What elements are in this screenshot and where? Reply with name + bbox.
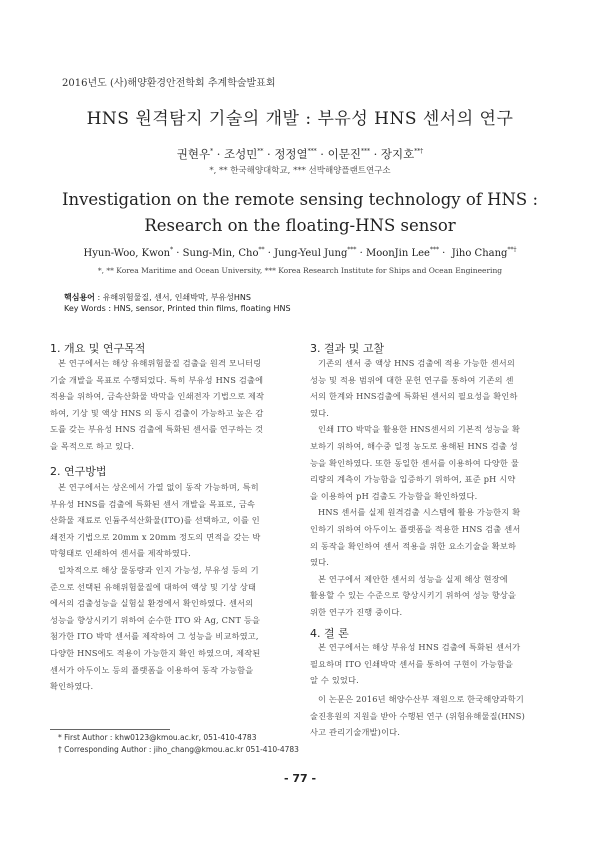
text-line: 확인하였다.	[50, 681, 94, 692]
conference-header: 2016년도 (사)해양환경안전학회 추계학술발표회	[62, 78, 276, 89]
section-2-heading: 2. 연구방법	[50, 465, 107, 478]
section-3-heading: 3. 결과 및 고찰	[310, 342, 385, 355]
keywords-ko-label: 핵심용어	[64, 293, 95, 302]
text-line: 필요하며 ITO 인쇄박막 센서를 통하여 구현이 가능함을	[310, 658, 514, 669]
author-en-5: Jiho Chang**†	[451, 246, 517, 259]
author-ko-4: 이문진***	[327, 147, 370, 161]
text-line: 보하기 위하여, 해수중 일정 농도로 용해된 HNS 검출 성	[310, 440, 518, 451]
title-korean: HNS 원격탐지 기술의 개발 : 부유성 HNS 센서의 연구	[86, 109, 514, 129]
author-en-3: Jung-Yeul Jung***	[274, 246, 357, 259]
text-line: 을 이용하여 pH 검출도 가능함을 확인하였다.	[310, 490, 478, 501]
author-ko-1: 권현우*	[176, 147, 214, 161]
authors-korean: 권현우* · 조성민** · 정정열*** · 이문진*** · 장지호**†	[176, 147, 424, 161]
acknowledgement	[310, 691, 560, 741]
text-line: 리량의 계측이 가능함을 입증하기 위하여, 표준 pH 시약	[310, 474, 516, 485]
text-line: 적용을 위하여, 금속산화물 박막을 인쇄전자 기법으로 제작	[50, 391, 265, 402]
text-line: 활용할 수 있는 수준으로 향상시키기 위하여 성능 향상을	[310, 590, 517, 601]
text-line: 기존의 센서 중 액상 HNS 검출에 적용 가능한 센서의	[318, 358, 516, 368]
footnote-corresponding-author: † Corresponding Author : jiho_chang@kmou.ac.kr 051-410-4783	[58, 745, 299, 754]
author-ko-3: 정정열***	[274, 147, 317, 161]
author-ko-5: 장지호**†	[380, 147, 424, 161]
authors-english: Hyun-Woo, Kwon* · Sung-Min, Cho** · Jung-Yeul Jung*** · MoonJin Lee*** · Jiho Chang**†	[83, 246, 517, 259]
text-line: 사고 관리기술개발)이다.	[310, 727, 401, 738]
text-line: 의 동작을 확인하여 센서 적용을 위한 요소기술을 확보하	[310, 540, 517, 551]
text-line: 일차적으로 해상 물동량과 인지 가능성, 부유성 등의 기	[58, 564, 259, 575]
keywords-english	[64, 304, 291, 313]
text-line: 센서가 아두이노 등의 플랫폼을 이용하여 동작 가능함을	[50, 664, 254, 675]
keywords-ko-text: : 유해위험물질, 센서, 인쇄박막, 부유성HNS	[94, 293, 251, 302]
keywords-en-text: : HNS, sensor, Printed thin films, floating HNS	[105, 304, 291, 313]
affiliation-korean: *, ** 한국해양대학교, *** 선박해양플랜트연구소	[209, 166, 391, 176]
text-line: 다양한 HNS에도 적용이 가능한지 확인 하였으며, 제작된	[50, 647, 261, 658]
text-line: 본 연구에서 제안한 센서의 성능을 실제 해상 현장에	[318, 573, 508, 584]
text-line: 성능을 향상시키기 위하여 순수한 ITO 와 Ag, CNT 등을	[50, 614, 261, 625]
text-line: 능을 확인하였다. 또한 동일한 센서를 이용하여 다양한 물	[310, 457, 519, 468]
title-english: Investigation on the remote sensing technology of HNS : Research on the floating-HNS sensor	[61, 190, 539, 235]
keywords-korean	[64, 292, 251, 303]
text-line: 이 논문은 2016년 해양수산부 재원으로 한국해양과학기	[318, 694, 524, 704]
text-line: 첨가한 ITO 박막 센서를 제작하여 그 성능을 비교하였고,	[50, 631, 259, 642]
text-line: 술진흥원의 지원을 받아 수행된 연구 (위험유해물질(HNS)	[310, 710, 526, 721]
text-line: 에서의 검출성능을 실험실 환경에서 확인하였다. 센서의	[50, 598, 254, 609]
text-line: 본 연구에서는 해상 부유성 HNS 검출에 특화된 센서가	[318, 642, 521, 652]
footnote-first-author: * First Author : khw0123@kmou.ac.kr, 051-410-4783	[58, 733, 257, 742]
text-line: 본 연구에서는 상온에서 가열 없이 동작 가능하며, 특히	[58, 482, 259, 492]
text-line: 기술 개발을 목표로 수행되었다. 특히 부유성 HNS 검출에	[50, 374, 264, 385]
author-en-2: Sung-Min, Cho**	[182, 246, 265, 259]
text-line: 본 연구에서는 해상 유해위험물질 검출을 원격 모니터링	[58, 358, 262, 368]
section-2-body	[50, 479, 299, 695]
section-4-heading: 4. 결 론	[310, 627, 349, 640]
section-4-body	[310, 639, 560, 689]
section-1-heading: 1. 개요 및 연구목적	[50, 342, 146, 355]
text-line: 을 목적으로 하고 있다.	[50, 440, 135, 451]
text-line: 였다.	[310, 407, 330, 418]
text-line: 위한 연구가 진행 중이다.	[310, 606, 403, 617]
footnote-divider	[50, 729, 170, 730]
section-1-body	[50, 355, 299, 455]
text-line: 산화물 재료로 인듐주석산화물(ITO)를 선택하고, 이를 인	[50, 515, 260, 526]
text-line: 쇄전자 기법으로 20mm x 20mm 정도의 면적을 갖는 박	[50, 531, 261, 542]
author-ko-2: 조성민**	[224, 147, 264, 161]
text-line: 였다.	[310, 557, 330, 568]
affiliation-english: *, ** Korea Maritime and Ocean University, *** Korea Research Institute for Ships and Ocean Engineering	[97, 266, 503, 275]
text-line: 부유성 HNS를 검출에 특화된 센서 개발을 목표로, 금속	[50, 498, 256, 509]
author-en-1: Hyun-Woo, Kwon*	[83, 246, 174, 259]
author-en-4: MoonJin Lee***	[365, 246, 439, 259]
text-line: 인쇄 ITO 박막을 활용한 HNS센서의 기본적 성능을 확	[318, 424, 521, 435]
keywords-en-label: Key Words	[64, 304, 106, 313]
page-number: - 77 -	[283, 772, 317, 785]
text-line: 서의 한계와 HNS검출에 특화된 센서의 필요성을 확인하	[310, 391, 518, 402]
section-3-body	[310, 355, 560, 621]
text-line: HNS 센서를 실제 원격검출 시스템에 활용 가능한지 확	[318, 507, 521, 518]
text-line: 하여, 기상 및 액상 HNS 의 동시 검출이 가능하고 높은 감	[50, 407, 264, 418]
text-line: 알 수 있었다.	[310, 675, 359, 686]
text-line: 준으로 선택된 유해위험물질에 대하여 액상 및 기상 상태	[50, 581, 257, 592]
text-line: 인하기 위하여 아두이노 플랫폼을 적용한 HNS 검출 센서	[310, 523, 521, 534]
text-line: 도를 갖는 부유성 HNS 검출에 특화된 센서를 연구하는 것	[50, 424, 264, 435]
text-line: 성능 및 적용 범위에 대한 문헌 연구를 통하여 기존의 센	[310, 374, 514, 385]
text-line: 막형태로 인쇄하여 센서를 제작하였다.	[50, 548, 191, 559]
